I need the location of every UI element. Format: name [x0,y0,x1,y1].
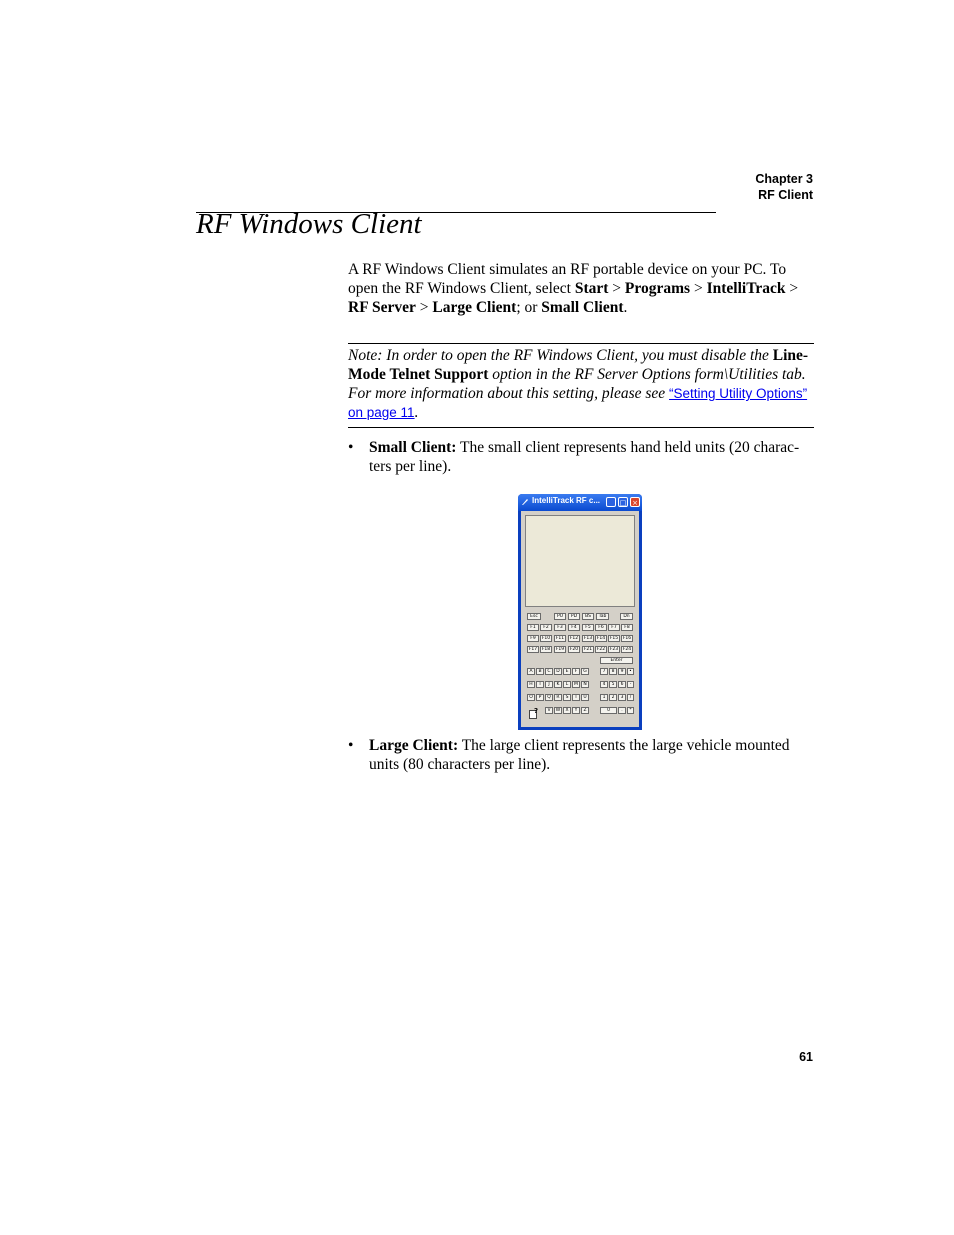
key-c[interactable]: C [545,668,553,675]
section-label: RF Client [758,188,813,202]
key-d[interactable]: D [554,668,562,675]
key-7[interactable]: 7 [600,668,608,675]
key-q[interactable]: Q [545,694,553,701]
page-number: 61 [799,1050,813,1064]
key-f23[interactable]: F23 [609,647,619,652]
key-f15[interactable]: F15 [609,636,619,641]
key-e[interactable]: E [563,668,571,675]
key-f6[interactable]: F6 [595,624,607,631]
key-pd[interactable]: PD [568,613,580,620]
key-n[interactable]: N [581,681,589,688]
key-6[interactable]: 6 [618,681,626,688]
key-v[interactable]: V [545,707,553,714]
key-y[interactable]: Y [572,707,580,714]
note-box: Note: In order to open the RF Windows Client, you must disable the Line-Mode Telnet Support option in the RF Server Options form\Utilities tab. For more information about this setting, please see “Setting Utility Options” on page 11. [348,343,814,428]
key-f14[interactable]: F14 [596,636,606,641]
key-f19[interactable]: F19 [555,647,565,652]
key-f22[interactable]: F22 [596,647,606,652]
window-title: IntelliTrack RF c... [532,496,601,505]
close-button[interactable]: × [630,497,640,507]
key-3[interactable]: 3 [618,694,626,701]
key-dn[interactable]: Dn [620,613,633,620]
key-h[interactable]: H [527,681,535,688]
key-f24[interactable]: F24 [622,647,632,652]
key-f21[interactable]: F21 [583,647,593,652]
key-f11[interactable]: F11 [555,636,565,641]
key-9[interactable]: 9 [618,668,626,675]
svg-text:?: ? [534,707,539,715]
key-f17[interactable]: F17 [528,647,538,652]
key-l[interactable]: L [563,681,571,688]
key-f1[interactable]: F1 [527,624,539,631]
running-header [755,171,813,203]
key-b[interactable]: B [536,668,544,675]
window-titlebar[interactable] [518,494,642,511]
client-area [521,511,639,727]
key-p[interactable]: P [536,694,544,701]
key-0[interactable]: 0 [600,707,617,714]
app-icon [521,498,529,506]
key-z[interactable]: Z [581,707,589,714]
key-x[interactable]: X [563,707,571,714]
key-pu[interactable]: PU [554,613,566,620]
key-s[interactable]: S [563,694,571,701]
key-i[interactable]: I [536,681,544,688]
chapter-label: Chapter 3 [755,172,813,186]
page-title: RF Windows Client [196,208,422,240]
intro-paragraph: A RF Windows Client simulates an RF portable device on your PC. To open the RF Windows Client, select Start > Programs > IntelliTrack > RF Server > Large Client; or Small Client. [348,261,799,316]
key-j[interactable]: J [545,681,553,688]
key-f8[interactable]: F8 [621,624,633,631]
key-f10[interactable]: F10 [541,636,551,641]
key-2[interactable]: 2 [609,694,617,701]
key-period[interactable]: . [618,707,626,714]
key-enter[interactable]: Enter [600,657,633,664]
maximize-button[interactable]: □ [619,499,627,507]
key-f12[interactable]: F12 [569,636,579,641]
key-g[interactable]: G [581,668,589,675]
key-k[interactable]: K [554,681,562,688]
key-bs[interactable]: BS [582,613,594,620]
key-dot[interactable]: • [627,668,634,675]
key-minus[interactable]: - [627,681,634,688]
key-esc[interactable]: Esc [527,613,541,620]
key-f4[interactable]: F4 [568,624,580,631]
key-tab[interactable]: Tab [596,613,609,620]
rf-small-client-window [518,494,642,730]
key-1[interactable]: 1 [600,694,608,701]
setting-utility-options-link[interactable]: “Setting Utility Options” on page 11 [348,386,808,420]
key-asterisk[interactable]: * [627,707,634,714]
key-f7[interactable]: F7 [608,624,620,631]
key-f3[interactable]: F3 [554,624,566,631]
key-w[interactable]: W [555,708,561,713]
key-4[interactable]: 4 [600,681,608,688]
bullet-small-client: • Small Client: The small client represents hand held units (20 charac-ters per line). [348,439,800,475]
help-icon[interactable] [529,707,539,719]
key-m[interactable]: M [572,681,580,688]
key-slash[interactable]: / [627,694,634,701]
key-f20[interactable]: F20 [569,647,579,652]
key-a[interactable]: A [527,668,535,675]
minimize-button[interactable]: _ [606,497,616,507]
terminal-screen[interactable] [525,515,635,607]
key-f5[interactable]: F5 [582,624,594,631]
key-5[interactable]: 5 [609,681,617,688]
key-f13[interactable]: F13 [583,636,593,641]
key-t[interactable]: T [572,694,580,701]
key-8[interactable]: 8 [609,668,617,675]
key-u[interactable]: U [581,694,589,701]
key-f2[interactable]: F2 [540,624,552,631]
key-r[interactable]: R [554,694,562,701]
key-o[interactable]: O [527,694,535,701]
key-f[interactable]: F [572,668,580,675]
key-f16[interactable]: F16 [622,636,632,641]
key-f9[interactable]: F9 [527,635,539,642]
bullet-large-client: • Large Client: The large client represents the large vehicle mounted units (80 characters per line). [348,737,790,773]
key-f18[interactable]: F18 [541,647,551,652]
